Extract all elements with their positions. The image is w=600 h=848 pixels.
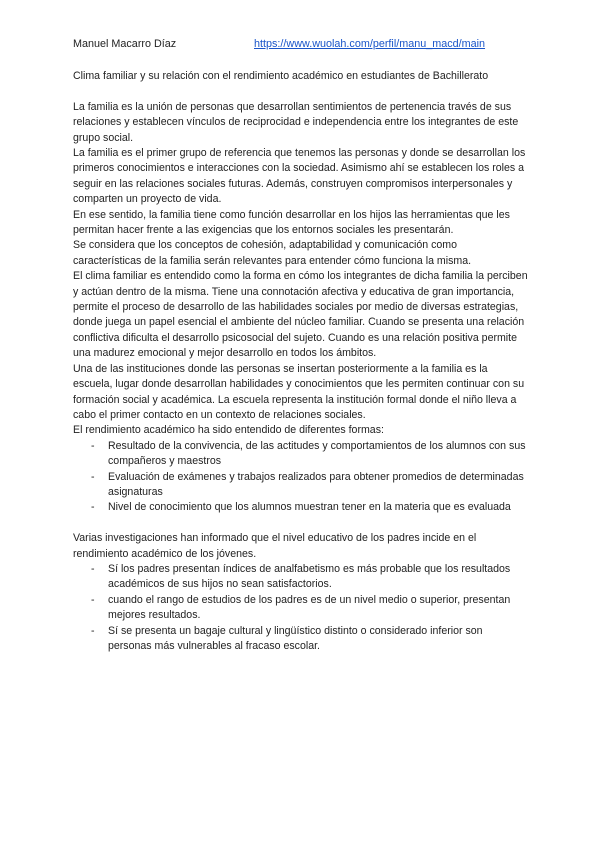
dash-bullet: - [91, 562, 95, 575]
list-item-text: Evaluación de exámenes y trabajos realizados para obtener promedios de determinadas asignaturas [108, 470, 524, 498]
paragraph: En ese sentido, la familia tiene como función desarrollar en los hijos las herramientas que les permitan hacer frente a las exigencias que los entornos sociales les presentarán. [73, 208, 510, 237]
paragraph: El clima familiar es entendido como la forma en cómo los integrantes de dicha familia la perciben y actúan dentro de la misma. Tiene una connotación afectiva y educativa de gran importancia, permite el proceso de desarrollo de las habilidades sociales por medio de diversas estrategias, donde juega un papel esencial el ambiente del núcleo familiar. Cuando se presenta una relación conflictiva dificulta el desarrollo psicosocial del sujeto. Cuando es una relación positiva permite una madurez emocional y mejor desarrollo en todos los ámbitos. [73, 270, 528, 360]
profile-link[interactable]: https://www.wuolah.com/perfil/manu_macd/main [254, 38, 486, 50]
page-header [73, 37, 533, 53]
performance-definitions-list [73, 439, 528, 516]
dash-bullet: - [91, 624, 95, 637]
list-item [91, 593, 528, 624]
paragraph: Varias investigaciones han informado que el nivel educativo de los padres incide en el rendimiento académico de los jóvenes. [73, 532, 477, 560]
document-title: Clima familiar y su relación con el rendimiento académico en estudiantes de Bachillerato [73, 70, 489, 82]
author-name: Manuel Macarro Díaz [73, 38, 177, 50]
dash-bullet: - [91, 470, 95, 483]
list-item [91, 562, 528, 593]
dash-bullet: - [91, 593, 95, 606]
paragraph: La familia es el primer grupo de referencia que tenemos las personas y donde se desarrollan los primeros conocimientos e interacciones con la sociedad. Asimismo ahí se establecen los roles a seguir en las relaciones sociales futuras. Además, construyen compromisos interpersonales y comparten un proyecto de vida. [73, 147, 526, 206]
dash-bullet: - [91, 501, 95, 514]
parents-education-list [73, 562, 528, 654]
document-body [73, 69, 528, 654]
dash-bullet: - [91, 439, 95, 452]
list-item-text: Sí se presenta un bagaje cultural y lingüístico distinto o considerado inferior son personas más vulnerables al fracaso escolar. [108, 624, 483, 652]
paragraph: Se considera que los conceptos de cohesión, adaptabilidad y comunicación como características de la familia serán relevantes para entender cómo funciona la misma. [73, 239, 472, 267]
list-item-text: Sí los padres presentan índices de analfabetismo es más probable que los resultados académicos de sus hijos no sean satisfactorios. [108, 562, 511, 591]
list-item [91, 439, 528, 470]
paragraph: La familia es la unión de personas que desarrollan sentimientos de pertenencia través de sus relaciones y establecen vínculos de reciprocidad e independencia entre los integrantes de este grupo social. [73, 100, 519, 144]
paragraph: El rendimiento académico ha sido entendido de diferentes formas: [73, 424, 384, 437]
list-item-text: Nivel de conocimiento que los alumnos muestran tener en la materia que es evaluada [108, 501, 511, 514]
list-item [91, 500, 528, 515]
list-item-text: cuando el rango de estudios de los padres es de un nivel medio o superior, presentan mejores resultados. [108, 593, 511, 622]
list-item [91, 470, 528, 501]
list-item-text: Resultado de la convivencia, de las actitudes y comportamientos de los alumnos con sus compañeros y maestros [108, 439, 526, 468]
blank-line [73, 516, 528, 531]
list-item [91, 624, 528, 655]
paragraph: Una de las instituciones donde las personas se insertan posteriormente a la familia es la escuela, lugar donde desarrollan habilidades y conocimientos que les permiten continuar con su formación social y académica. La escuela representa la institución formal donde el niño lleva a cabo el primer contacto en un contexto de relaciones sociales. [73, 362, 525, 421]
